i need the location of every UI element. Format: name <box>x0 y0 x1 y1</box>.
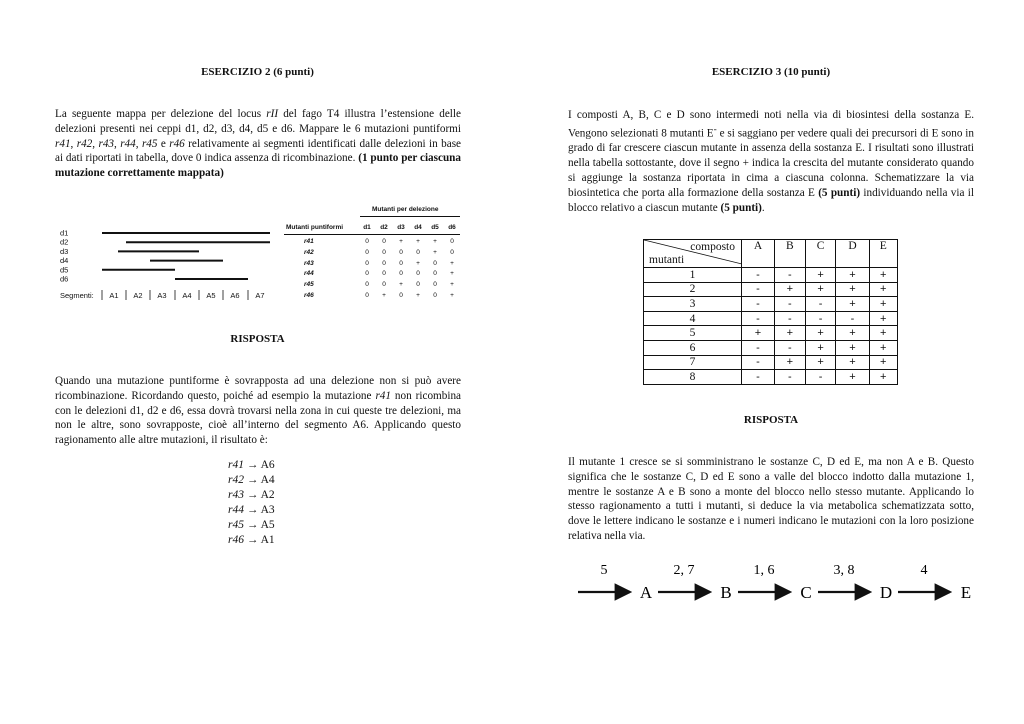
growth-cell: - <box>775 268 806 283</box>
pathway-substance-label: E <box>960 583 972 602</box>
growth-table-row <box>644 370 898 385</box>
recomb-col-header: d6 <box>448 224 456 231</box>
growth-col-D: D <box>836 240 869 268</box>
ex2-intro-run: r41 <box>55 137 71 150</box>
growth-cell: - <box>805 370 836 385</box>
recomb-cell: + <box>433 238 437 245</box>
growth-table-row <box>644 297 898 312</box>
ex2-intro-paragraph <box>55 107 461 181</box>
ex2-intro-run: , <box>135 137 142 150</box>
result-mutation: r44 <box>228 504 244 516</box>
ex3-answer-title: RISPOSTA <box>743 414 799 426</box>
growth-table-row <box>644 340 898 355</box>
growth-cell: - <box>742 297 775 312</box>
recomb-cell: 0 <box>399 270 403 278</box>
pathway-substance-label: B <box>720 583 732 602</box>
ex3-title: ESERCIZIO 3 (10 punti) <box>711 66 831 78</box>
result-segment: A4 <box>260 474 275 486</box>
recomb-cell: + <box>382 292 386 299</box>
pathway-substance-label: D <box>879 583 893 602</box>
pathway-mutation-label: 3, 8 <box>833 563 855 578</box>
growth-col-E: E <box>869 240 898 268</box>
result-mutation: r46 <box>228 534 244 546</box>
recomb-header-rule <box>284 234 460 235</box>
recomb-col-header: d1 <box>363 224 371 231</box>
growth-cell: + <box>869 311 898 326</box>
ex2-answer-paragraph <box>55 374 461 448</box>
growth-table-row <box>644 355 898 370</box>
growth-cell: + <box>775 355 806 370</box>
growth-cell: + <box>836 370 869 385</box>
deletion-map-graphic <box>58 226 278 306</box>
growth-col-A: A <box>742 240 775 268</box>
recomb-cell: 0 <box>365 259 369 267</box>
ex2-intro-run: del fago T4 illustra l’estensione delle delezioni presenti nei ceppi d1, d2, d3, d4, d5 e d6. Mappare le 6 mutazioni puntiformi <box>55 108 461 135</box>
result-segment: A5 <box>260 519 275 531</box>
recomb-col-header: d2 <box>380 224 388 231</box>
corner-bottom-label: mutanti <box>649 254 685 266</box>
recomb-cell: + <box>416 259 420 267</box>
growth-cell: + <box>836 355 869 370</box>
pathway-mutation-label: 4 <box>920 563 928 578</box>
growth-cell: + <box>836 340 869 355</box>
recomb-row-name: r43 <box>304 259 314 267</box>
recomb-row-name: r42 <box>304 248 314 256</box>
recomb-cell: 0 <box>416 281 420 289</box>
result-mutation: r45 <box>228 519 244 531</box>
pathway-substance-label: A <box>639 583 653 602</box>
growth-cell: + <box>869 297 898 312</box>
segments-label: Segmenti: <box>60 291 94 300</box>
growth-cell: + <box>869 326 898 341</box>
growth-cell: + <box>869 340 898 355</box>
deletion-map <box>58 226 278 306</box>
growth-cell: - <box>836 311 869 326</box>
recomb-row-name: r44 <box>304 270 314 278</box>
segment-label: A3 <box>157 291 167 300</box>
recomb-cell: 0 <box>433 292 437 299</box>
pathway-mutation-label: 5 <box>600 563 608 578</box>
result-segment: A2 <box>260 489 275 501</box>
ex3-intro-run: e si saggiano per vedere quali dei precursori di E sono in grado di far crescere ciascun mutante in assenza della sostanza E. I risultati sono illustrati nella tabella sottostante, dove il segno + indica la crescita del mutante considerato quando si aggiunge la sostanza riportata in cima a ciascuna colonna. Schematizzare la via biosintetica che porta alla formazione della sostanza E <box>568 127 974 199</box>
growth-row-mutant: 7 <box>644 355 742 370</box>
pathway-mutation-label: 2, 7 <box>673 563 695 578</box>
result-line <box>228 518 308 533</box>
recomb-cell: + <box>450 259 454 267</box>
recomb-group-rule <box>360 216 460 217</box>
recomb-cell: 0 <box>382 248 386 256</box>
ex2-results-list <box>228 458 308 548</box>
recomb-cell: 0 <box>450 248 454 256</box>
recomb-row-header: Mutanti puntiformi <box>286 224 344 231</box>
result-segment: A3 <box>260 504 275 516</box>
recomb-cell: + <box>433 248 437 256</box>
growth-cell: + <box>869 355 898 370</box>
recomb-group-header: Mutanti per delezione <box>372 206 439 213</box>
ex2-intro-run: , <box>70 137 77 150</box>
ex2-intro-run: e <box>157 137 170 150</box>
recomb-cell: + <box>399 238 403 245</box>
growth-cell: + <box>775 326 806 341</box>
ex3-intro-paragraph <box>568 108 974 215</box>
growth-row-mutant: 8 <box>644 370 742 385</box>
ex3-intro-run: (5 punti) <box>818 186 861 199</box>
growth-row-mutant: 5 <box>644 326 742 341</box>
growth-cell: + <box>869 282 898 297</box>
deletion-label: d5 <box>60 265 69 275</box>
result-line <box>228 458 308 473</box>
deletion-label: d6 <box>60 274 69 284</box>
growth-cell: - <box>805 311 836 326</box>
growth-cell: - <box>775 370 806 385</box>
growth-cell: + <box>836 326 869 341</box>
deletion-label: d2 <box>60 237 69 247</box>
growth-cell: - <box>775 340 806 355</box>
growth-corner-cell <box>644 240 742 268</box>
recomb-row-name: r46 <box>304 292 314 299</box>
ex3-intro-run: . <box>761 201 765 214</box>
recomb-cell: 0 <box>365 238 369 245</box>
growth-cell: - <box>775 311 806 326</box>
growth-table-header-row <box>644 240 898 268</box>
growth-cell: - <box>805 297 836 312</box>
ex2-intro-run: r45 <box>141 137 158 150</box>
result-line <box>228 503 308 518</box>
ex3-intro-run: (5 punti) <box>720 201 762 214</box>
segment-label: A7 <box>255 291 265 300</box>
result-line <box>228 533 308 548</box>
growth-table <box>643 239 898 385</box>
result-mutation: r41 <box>228 459 244 471</box>
ex2-intro-run: , <box>114 137 121 150</box>
segment-label: A6 <box>230 291 240 300</box>
ex2-answer-run: r41 <box>375 389 391 402</box>
growth-cell: + <box>836 268 869 283</box>
segment-label: A5 <box>206 291 216 300</box>
ex2-intro-run: r43 <box>98 137 115 150</box>
growth-row-mutant: 4 <box>644 311 742 326</box>
recomb-cell: 0 <box>399 248 403 256</box>
recomb-cell: 0 <box>399 259 403 267</box>
recomb-cell: 0 <box>365 292 369 299</box>
recomb-cell: 0 <box>416 270 420 278</box>
recomb-cell: 0 <box>365 270 369 278</box>
ex2-answer-run: non ricombina con le delezioni d1, d2 e d6, essa dovrà trovarsi nella zona in cui queste tre delezioni, ma non le altre, sono sovrapposte, cioè all’interno del segmento A6. Applicando questo ragionamento alle altre mutazioni, il risultato è: <box>55 389 462 447</box>
recomb-cell: + <box>450 292 454 299</box>
growth-row-mutant: 2 <box>644 282 742 297</box>
pathway-substance-label: C <box>800 583 812 602</box>
growth-cell: + <box>805 282 836 297</box>
segment-label: A1 <box>109 291 119 300</box>
result-arrow-icon: → <box>243 519 261 531</box>
growth-cell: - <box>742 340 775 355</box>
growth-row-mutant: 6 <box>644 340 742 355</box>
growth-col-B: B <box>775 240 806 268</box>
recomb-cell: 0 <box>433 259 437 267</box>
result-line <box>228 473 308 488</box>
segment-label: A4 <box>182 291 192 300</box>
ex2-answer-run: Quando una mutazione puntiforme è sovrapposta ad una delezione non si può avere ricombinazione. Ricordando questo, poiché ad esempio la mutazione <box>55 375 461 402</box>
growth-row-mutant: 3 <box>644 297 742 312</box>
deletion-label: d1 <box>60 228 69 238</box>
pathway-mutation-label: 1, 6 <box>753 563 775 578</box>
result-mutation: r42 <box>228 474 244 486</box>
growth-cell: + <box>775 282 806 297</box>
recomb-cell: 0 <box>416 248 420 256</box>
growth-cell: - <box>742 311 775 326</box>
growth-cell: + <box>805 326 836 341</box>
ex2-intro-run: r44 <box>120 137 136 150</box>
recomb-cell: + <box>416 292 420 299</box>
ex2-intro-run: (1 punto per ciascuna mutazione correttamente mappata) <box>55 152 461 180</box>
growth-col-C: C <box>805 240 836 268</box>
ex3-intro-run: - <box>713 124 717 135</box>
result-mutation: r43 <box>228 489 244 501</box>
recomb-cell: 0 <box>450 238 454 245</box>
growth-row-mutant: 1 <box>644 268 742 283</box>
pathway-diagram <box>572 560 992 610</box>
result-arrow-icon: → <box>243 534 261 546</box>
recomb-rows <box>284 238 460 304</box>
growth-table-row <box>644 311 898 326</box>
growth-cell: + <box>805 268 836 283</box>
ex3-intro-run: I composti A, B, C e D sono intermedi noti nella via di biosintesi della sostanza E. Vengono selezionati 8 mutanti E <box>568 109 974 140</box>
ex2-intro-run: r46 <box>169 137 185 150</box>
growth-table-row <box>644 268 898 283</box>
growth-table-row <box>644 282 898 297</box>
recomb-cell: 0 <box>382 270 386 278</box>
growth-cell: + <box>805 340 836 355</box>
result-line <box>228 488 308 503</box>
growth-cell: - <box>775 297 806 312</box>
ex2-title: ESERCIZIO 2 (6 punti) <box>201 66 314 78</box>
segment-label: A2 <box>133 291 143 300</box>
growth-cell: + <box>805 355 836 370</box>
ex3-answer-paragraph: Il mutante 1 cresce se si somministrano le sostanze C, D ed E, ma non A e B. Questo significa che le sostanze C, D ed E sono a valle del blocco indotto dalla mutazione 1, mentre le sostanze A e B sono a monte del blocco nello stesso mutante. Applicando lo stesso ragionamento a tutti i mutanti, si deduce la via metabolica schematizzata sotto, dove le lettere indicano le sostanze e i numeri indicano le mutazioni con la loro posizione relativa nella via. <box>568 456 974 542</box>
recomb-cell: + <box>450 270 454 278</box>
recomb-col-header: d5 <box>431 224 439 231</box>
result-arrow-icon: → <box>243 504 261 516</box>
recomb-cell: + <box>399 281 403 289</box>
result-arrow-icon: → <box>243 459 261 471</box>
recomb-cell: 0 <box>433 281 437 289</box>
result-segment: A1 <box>260 534 275 546</box>
growth-cell: - <box>742 282 775 297</box>
recomb-cell: 0 <box>382 259 386 267</box>
result-arrow-icon: → <box>243 489 261 501</box>
growth-cell: + <box>836 297 869 312</box>
recomb-col-header: d4 <box>414 224 422 231</box>
growth-table-row <box>644 326 898 341</box>
deletion-label: d3 <box>60 246 69 256</box>
recomb-cell: 0 <box>382 238 386 245</box>
deletion-label: d4 <box>60 256 69 266</box>
growth-cell: - <box>742 370 775 385</box>
growth-cell: + <box>742 326 775 341</box>
recomb-cell: 0 <box>365 248 369 256</box>
ex2-intro-run: La seguente mappa per delezione del locus <box>55 108 267 120</box>
recomb-col-header: d3 <box>397 224 405 231</box>
recomb-cell: + <box>416 238 420 245</box>
growth-cell: - <box>742 355 775 370</box>
recomb-row-name: r41 <box>304 238 314 245</box>
ex2-intro-run: relativamente ai segmenti identificati dalle delezioni in base ai dati riportati in tabella, dove 0 indica assenza di ricombinazione. <box>55 137 462 165</box>
ex2-answer-title: RISPOSTA <box>230 333 285 345</box>
recomb-cell: 0 <box>365 281 369 289</box>
recomb-cell: + <box>450 281 454 289</box>
ex2-intro-run: , <box>92 137 99 150</box>
recombination-table <box>284 206 464 306</box>
corner-top-label: composto <box>690 241 735 253</box>
recomb-row-name: r45 <box>304 281 314 289</box>
growth-cell: + <box>869 268 898 283</box>
growth-cell: + <box>836 282 869 297</box>
ex2-intro-run: r42 <box>76 137 93 150</box>
recomb-cell: 0 <box>433 270 437 278</box>
recomb-cell: 0 <box>399 292 403 299</box>
ex2-intro-run: rII <box>266 108 279 120</box>
recomb-cell: 0 <box>382 281 386 289</box>
ex3-intro-run: individuando nella via il blocco relativo a ciascun mutante <box>568 186 974 214</box>
result-segment: A6 <box>260 459 275 471</box>
growth-cell: - <box>742 268 775 283</box>
recomb-column-headers <box>360 224 460 234</box>
result-arrow-icon: → <box>243 474 261 486</box>
growth-cell: + <box>869 370 898 385</box>
